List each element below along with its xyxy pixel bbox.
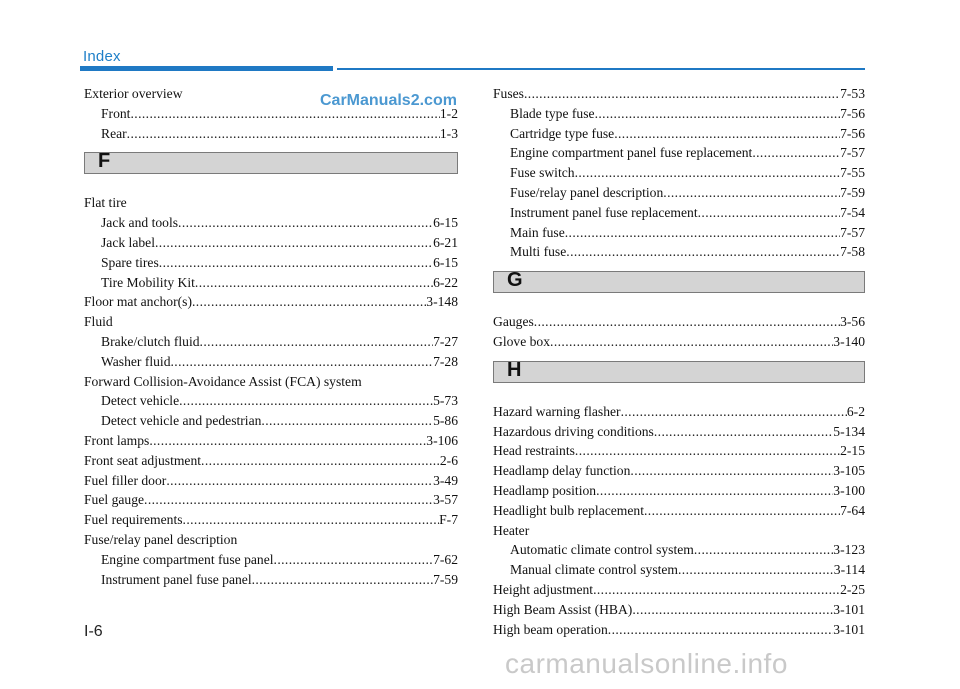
index-subentry[interactable]: [84, 352, 458, 372]
index-entry[interactable]: [84, 471, 458, 491]
index-subentry[interactable]: [84, 233, 458, 253]
dot-leader: [183, 510, 440, 530]
entry-page-ref: 6-2: [846, 403, 865, 419]
entry-page-ref: 7-62: [433, 551, 458, 567]
index-subentry[interactable]: [493, 203, 865, 223]
dot-leader: [178, 213, 433, 233]
entry-label: Hazardous driving conditions: [493, 423, 654, 439]
entry-page-ref: 7-55: [840, 165, 865, 181]
entry-page-ref: 3-57: [433, 492, 458, 508]
dot-leader: [171, 352, 434, 372]
dot-leader: [614, 124, 840, 144]
index-subentry[interactable]: [84, 391, 458, 411]
index-entry[interactable]: [493, 461, 865, 481]
dot-leader: [752, 143, 840, 163]
dot-leader: [632, 600, 833, 620]
entry-page-ref: 5-73: [433, 393, 458, 409]
entry-label: Front lamps: [84, 432, 150, 448]
index-column-left: [84, 84, 458, 589]
dot-leader: [608, 620, 834, 640]
dot-leader: [698, 203, 840, 223]
entry-page-ref: 3-123: [833, 542, 865, 558]
index-heading: Forward Collision-Avoidance Assist (FCA) system: [84, 373, 362, 389]
index-entry[interactable]: [493, 402, 865, 422]
entry-label: High Beam Assist (HBA): [493, 601, 633, 617]
index-subentry[interactable]: [493, 560, 865, 580]
dot-leader: [621, 402, 847, 422]
index-entry[interactable]: [493, 332, 865, 352]
dot-leader: [644, 501, 840, 521]
index-subentry[interactable]: [84, 213, 458, 233]
dot-leader: [678, 560, 834, 580]
entry-page-ref: 7-54: [840, 204, 865, 220]
index-subentry[interactable]: [493, 124, 865, 144]
entry-page-ref: 7-58: [840, 244, 865, 260]
index-entry[interactable]: [493, 481, 865, 501]
header-rule-thin: [337, 68, 865, 70]
entry-page-ref: 6-21: [433, 234, 458, 250]
index-heading: Fuse/relay panel description: [84, 531, 238, 547]
entry-label: Brake/clutch fluid: [101, 333, 200, 349]
entry-page-ref: 3-100: [833, 482, 865, 498]
entry-label: Headlamp position: [493, 482, 597, 498]
index-entry[interactable]: [493, 580, 865, 600]
index-entry[interactable]: [84, 292, 458, 312]
entry-label: Front: [101, 105, 131, 121]
entry-label: Fuel gauge: [84, 492, 145, 508]
dot-leader: [201, 451, 440, 471]
entry-label: Main fuse: [510, 224, 565, 240]
index-entry[interactable]: [493, 501, 865, 521]
entry-label: Headlamp delay function: [493, 463, 631, 479]
section-header-h: [493, 358, 865, 383]
dot-leader: [144, 490, 433, 510]
entry-label: Height adjustment: [493, 581, 594, 597]
entry-label: Jack label: [101, 234, 155, 250]
dot-leader: [200, 332, 434, 352]
entry-page-ref: F-7: [439, 512, 458, 528]
index-heading: Fluid: [84, 314, 113, 330]
entry-label: Head restraints: [493, 443, 575, 459]
page-number: I-6: [84, 623, 103, 640]
index-subentry[interactable]: [493, 104, 865, 124]
entry-page-ref: 2-25: [840, 581, 865, 597]
entry-label: Automatic climate control system: [510, 542, 694, 558]
index-entry[interactable]: [84, 431, 458, 451]
index-entry[interactable]: [493, 84, 865, 104]
entry-label: Gauges: [493, 314, 534, 330]
entry-page-ref: 7-57: [840, 224, 865, 240]
entry-page-ref: 3-106: [426, 432, 458, 448]
entry-page-ref: 3-101: [833, 601, 865, 617]
entry-page-ref: 3-148: [426, 294, 458, 310]
dot-leader: [575, 441, 840, 461]
index-entry[interactable]: [84, 490, 458, 510]
entry-label: Manual climate control system: [510, 562, 678, 578]
index-entry[interactable]: [493, 312, 865, 332]
index-subentry[interactable]: [493, 242, 865, 262]
dot-leader: [252, 570, 433, 590]
dot-leader: [566, 242, 840, 262]
entry-page-ref: 2-15: [840, 443, 865, 459]
section-header-f: [84, 152, 458, 174]
entry-label: Fuel requirements: [84, 512, 183, 528]
index-heading: Flat tire: [84, 195, 127, 211]
section-letter: H: [507, 358, 522, 381]
index-subentry[interactable]: [84, 332, 458, 352]
index-subentry[interactable]: [84, 570, 458, 590]
index-subentry[interactable]: [493, 540, 865, 560]
entry-page-ref: 5-86: [433, 413, 458, 429]
index-subentry[interactable]: [493, 223, 865, 243]
section-header-g: [493, 271, 865, 293]
entry-label: Glove box: [493, 333, 551, 349]
entry-page-ref: 3-49: [433, 472, 458, 488]
entry-label: Engine compartment panel fuse replacement: [510, 145, 753, 161]
dot-leader: [149, 431, 426, 451]
index-subentry[interactable]: [84, 411, 458, 431]
index-entry[interactable]: [493, 422, 865, 442]
dot-leader: [550, 332, 833, 352]
entry-page-ref: 3-105: [833, 463, 865, 479]
dot-leader: [261, 411, 433, 431]
entry-label: Floor mat anchor(s): [84, 294, 192, 310]
index-subentry[interactable]: [493, 183, 865, 203]
entry-label: Detect vehicle and pedestrian: [101, 413, 262, 429]
entry-label: High beam operation: [493, 621, 608, 637]
entry-label: Multi fuse: [510, 244, 567, 260]
dot-leader: [575, 163, 841, 183]
entry-page-ref: 7-57: [840, 145, 865, 161]
entry-label: Fuel filler door: [84, 472, 167, 488]
entry-page-ref: 3-114: [833, 562, 865, 578]
entry-page-ref: 6-22: [433, 274, 458, 290]
index-subentry[interactable]: [493, 143, 865, 163]
entry-page-ref: 6-15: [433, 254, 458, 270]
index-entry[interactable]: [84, 510, 458, 530]
dot-leader: [593, 580, 840, 600]
entry-page-ref: 7-59: [840, 184, 865, 200]
index-entry[interactable]: [493, 600, 865, 620]
entry-label: Instrument panel fuse panel: [101, 571, 252, 587]
dot-leader: [654, 422, 833, 442]
entry-page-ref: 7-56: [840, 105, 865, 121]
header-rule-thick: [80, 66, 333, 71]
entry-page-ref: 2-6: [439, 452, 458, 468]
entry-page-ref: 3-56: [840, 314, 865, 330]
entry-page-ref: 1-3: [439, 125, 458, 141]
entry-page-ref: 3-101: [833, 621, 865, 637]
dot-leader: [663, 183, 840, 203]
entry-label: Tire Mobility Kit: [101, 274, 195, 290]
index-subentry[interactable]: [84, 550, 458, 570]
entry-label: Detect vehicle: [101, 393, 180, 409]
entry-label: Rear: [101, 125, 127, 141]
entry-page-ref: 5-134: [833, 423, 865, 439]
dot-leader: [694, 540, 833, 560]
entry-label: Fuse switch: [510, 165, 575, 181]
entry-page-ref: 7-53: [840, 86, 865, 101]
entry-label: Jack and tools: [101, 215, 179, 231]
entry-label: Headlight bulb replacement: [493, 502, 644, 518]
index-subentry[interactable]: [84, 273, 458, 293]
dot-leader: [596, 481, 833, 501]
entry-label: Hazard warning flasher: [493, 403, 621, 419]
dot-leader: [565, 223, 840, 243]
entry-label: Fuses: [493, 86, 524, 101]
entry-label: Cartridge type fuse: [510, 125, 615, 141]
index-entry[interactable]: [84, 451, 458, 471]
entry-page-ref: 6-15: [433, 215, 458, 231]
dot-leader: [534, 312, 840, 332]
index-subentry[interactable]: [493, 163, 865, 183]
entry-label: Front seat adjustment: [84, 452, 202, 468]
index-entry[interactable]: [493, 620, 865, 640]
section-letter: G: [507, 269, 523, 292]
dot-leader: [192, 292, 426, 312]
entry-page-ref: 7-59: [433, 571, 458, 587]
entry-page-ref: 7-28: [433, 353, 458, 369]
entry-label: Blade type fuse: [510, 105, 595, 121]
entry-label: Engine compartment fuse panel: [101, 551, 274, 567]
dot-leader: [159, 253, 433, 273]
section-letter: F: [98, 150, 111, 173]
entry-label: Spare tires: [101, 254, 159, 270]
index-entry[interactable]: [493, 441, 865, 461]
index-subentry[interactable]: [84, 124, 458, 144]
index-heading: Exterior overview: [84, 86, 183, 101]
dot-leader: [127, 124, 440, 144]
index-subentry[interactable]: [84, 253, 458, 273]
watermark-carmanualsonline[interactable]: carmanualsonline.info: [505, 648, 788, 679]
entry-page-ref: 1-2: [439, 105, 458, 121]
entry-label: Fuse/relay panel description: [510, 184, 664, 200]
entry-label: Instrument panel fuse replacement: [510, 204, 698, 220]
dot-leader: [179, 391, 433, 411]
dot-leader: [195, 273, 433, 293]
index-heading: Heater: [493, 522, 530, 538]
page-header-title: Index: [83, 48, 121, 65]
dot-leader: [524, 84, 840, 104]
entry-page-ref: 3-140: [833, 333, 865, 349]
dot-leader: [166, 471, 433, 491]
entry-page-ref: 7-56: [840, 125, 865, 141]
watermark-carmanuals[interactable]: CarManuals2.com: [320, 92, 457, 109]
dot-leader: [274, 550, 434, 570]
entry-page-ref: 7-64: [840, 502, 865, 518]
dot-leader: [595, 104, 841, 124]
index-column-right: [493, 84, 865, 639]
entry-label: Washer fluid: [101, 353, 171, 369]
entry-page-ref: 7-27: [433, 333, 458, 349]
dot-leader: [155, 233, 433, 253]
dot-leader: [630, 461, 833, 481]
